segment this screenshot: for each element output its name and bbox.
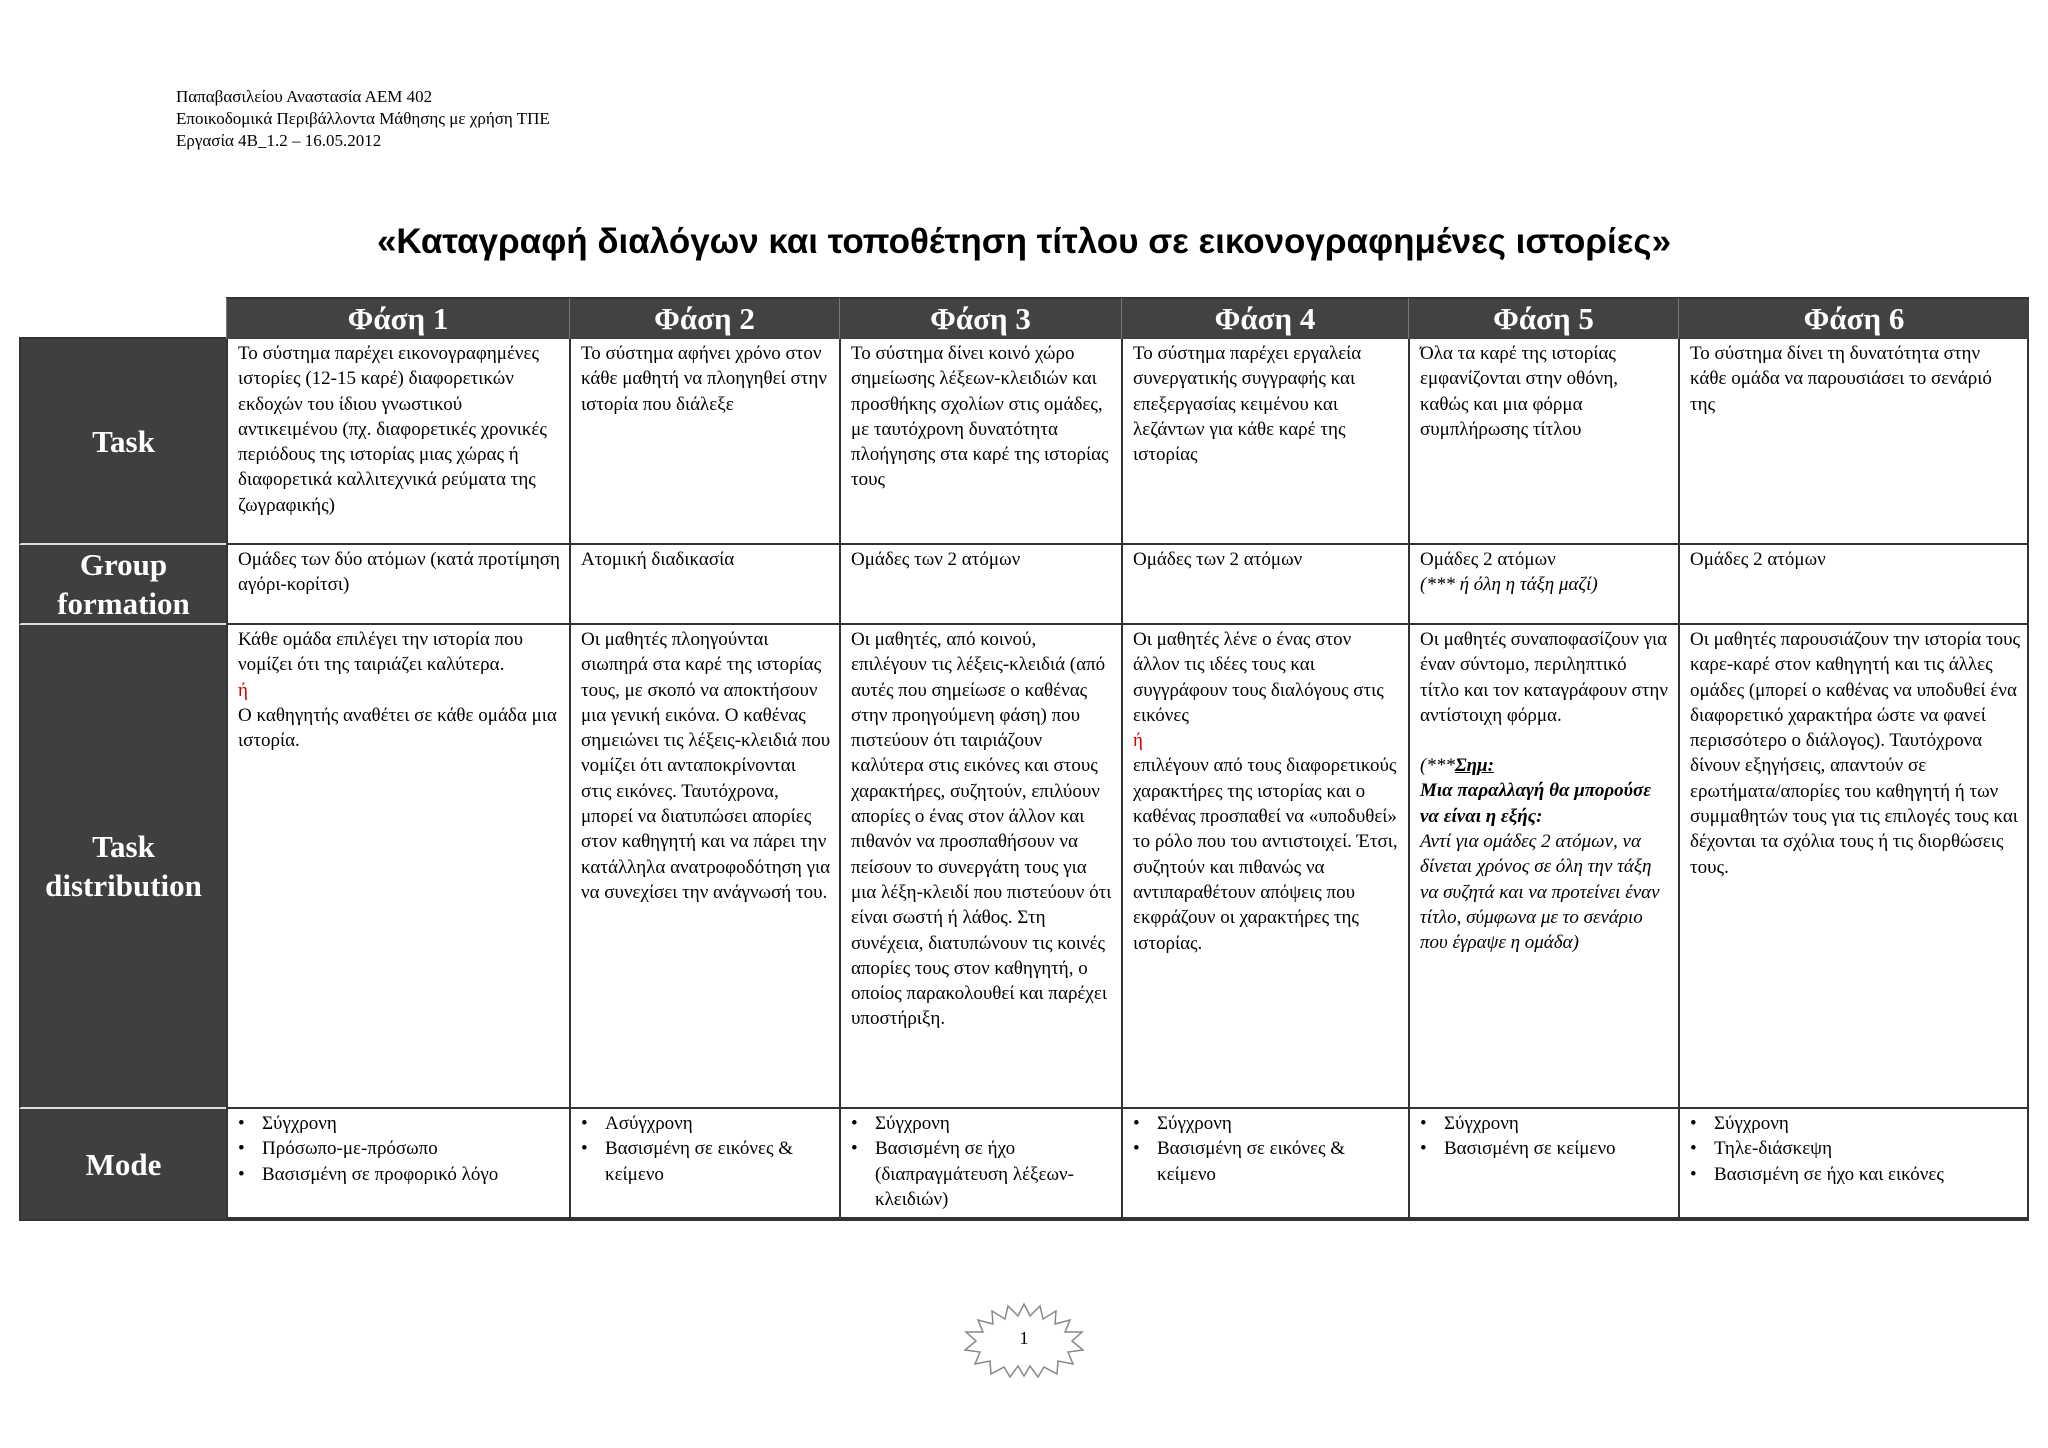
course-line: Εποικοδομικά Περιβάλλοντα Μάθησης με χρήση ΤΠΕ [176,109,550,128]
table-corner [19,297,226,339]
task-cell-5: Όλα τα καρέ της ιστορίας εμφανίζονται στην οθόνη, καθώς και μια φόρμα συμπλήρωσης τίτλου [1408,339,1678,545]
distribution-5-variant: Μια παραλλαγή θα μπορούσε να είναι η εξής: [1420,780,1651,827]
list-item: • Ασύγχρονη [571,1111,831,1136]
phases-table [19,297,2029,1221]
distribution-4-option-b: επιλέγουν από τους διαφορετικούς χαρακτήρες της ιστορίας και ο καθένας προσπαθεί να «υποδυθεί» το ρόλο που του αντιστοιχεί. Έτσι, συζητούν και πιθανώς να αντιπαραθέτουν απόψεις που εκφράζουν οι χαρακτήρες της ιστορίας. [1133,755,1398,954]
distribution-cell-1 [226,625,569,1109]
distribution-5-text: Οι μαθητές συναποφασίζουν για έναν σύντομο, περιληπτικό τίτλο και τον καταγράφουν στην αντίστοιχη φόρμα. [1420,629,1668,726]
group-cell-3: Ομάδες των 2 ατόμων [839,545,1121,625]
author-line: Παπαβασιλείου Αναστασία ΑΕΜ 402 [176,87,433,106]
list-item: • Σύγχρονη [1680,1111,2021,1136]
distribution-cell-2: Οι μαθητές πλοηγούνται σιωπηρά στα καρέ της ιστορίας τους, με σκοπό να αποκτήσουν μια γενική εικόνα. Ο καθένας σημειώνει τις λέξεις-κλειδιά που νομίζει ότι ανταποκρίνονται στις εικόνες. Ταυτόχρονα, μπορεί να διατυπώσει απορίες στον καθηγητή και να πάρει την κατάλληλα ανατροφοδότηση για να συνεχίσει την ανάγνωσή του. [569,625,839,1109]
distribution-5-note [1420,753,1670,778]
distribution-cell-4 [1121,625,1408,1109]
page-number-badge [962,1302,1086,1378]
distribution-cell-5 [1408,625,1678,1109]
distribution-4-or: ή [1133,730,1143,752]
group-cell-6: Ομάδες 2 ατόμων [1678,545,2029,625]
mode-cell-4 [1121,1109,1408,1219]
list-item: • Πρόσωπο-με-πρόσωπο [228,1136,561,1161]
page-number: 1 [1019,1328,1029,1348]
task-cell-1: Το σύστημα παρέχει εικονογραφημένες ιστορίες (12-15 καρέ) διαφορετικών εκδοχών του ίδιου γνωστικού αντικειμένου (πχ. διαφορετικές χρονικές περιόδους της ιστορίας μιας χώρας ή διαφορετικά καλλιτεχνικά ρεύματα της ζωγραφικής) [226,339,569,545]
list-item: • Βασισμένη σε ήχο και εικόνες [1680,1162,2021,1187]
row-header-task: Task [19,339,226,545]
note-label: Σημ: [1454,755,1494,777]
mode-cell-3 [839,1109,1121,1219]
row-header-task-distribution [19,625,226,1109]
document-header [176,86,550,152]
phase-header-1: Φάση 1 [226,297,569,339]
distribution-5-variant-text: Αντί για ομάδες 2 ατόμων, να δίνεται χρόνος σε όλη την τάξη να συζητά και να προτείνει έναν τίτλο, σύμφωνα με το σενάριο που έγραψε η ομάδα) [1420,831,1660,954]
row-header-group-line2: formation [57,586,190,621]
assignment-line: Εργασία 4Β_1.2 – 16.05.2012 [176,131,382,150]
distribution-cell-6: Οι μαθητές παρουσιάζουν την ιστορία τους καρε-καρέ στον καθηγητή και τις άλλες ομάδες (μπορεί ο καθένας να υποδυθεί ένα διαφορετικό χαρακτήρα ώστε να φανεί περισσότερο ο διάλογος). Ταυτόχρονα δίνουν εξηγήσεις, απαντούν σε ερωτήματα/απορίες του καθηγητή ή των συμμαθητών τους για τις επιλογές τους και δέχονται τα σχόλια τους ή τις διορθώσεις τους. [1678,625,2029,1109]
list-item: • Τηλε-διάσκεψη [1680,1136,2021,1161]
task-cell-2: Το σύστημα αφήνει χρόνο στον κάθε μαθητή να πλοηγηθεί στην ιστορία που διάλεξε [569,339,839,545]
row-header-group-formation [19,545,226,625]
mode-cell-1 [226,1109,569,1219]
list-item: • Βασισμένη σε εικόνες & κείμενο [1123,1136,1400,1187]
row-header-distribution-line1: Task [92,829,155,864]
group-cell-1: Ομάδες των δύο ατόμων (κατά προτίμηση αγόρι-κορίτσι) [226,545,569,625]
group-cell-5-note: (*** ή όλη η τάξη μαζί) [1420,574,1598,596]
phase-header-3: Φάση 3 [839,297,1121,339]
group-cell-2: Ατομική διαδικασία [569,545,839,625]
list-item: • Σύγχρονη [1123,1111,1400,1136]
task-cell-4: Το σύστημα παρέχει εργαλεία συνεργατικής συγγραφής και επεξεργασίας κειμένου και λεζάντων για κάθε καρέ της ιστορίας [1121,339,1408,545]
mode-cell-5 [1408,1109,1678,1219]
phase-header-6: Φάση 6 [1678,297,2029,339]
list-item: • Σύγχρονη [228,1111,561,1136]
phase-header-2: Φάση 2 [569,297,839,339]
mode-cell-2 [569,1109,839,1219]
phase-header-5: Φάση 5 [1408,297,1678,339]
row-header-distribution-line2: distribution [45,868,202,903]
list-item: • Σύγχρονη [1410,1111,1670,1136]
row-header-group-line1: Group [79,547,168,582]
phase-header-4: Φάση 4 [1121,297,1408,339]
group-cell-5-text: Ομάδες 2 ατόμων [1420,549,1556,570]
distribution-cell-3: Οι μαθητές, από κοινού, επιλέγουν τις λέξεις-κλειδιά (από αυτές που σημείωσε ο καθένας στην προηγούμενη φάση) που πιστεύουν ότι ταιριάζουν καλύτερα στις εικόνες και στους χαρακτήρες, συζητούν, επιλύουν απορίες ο ένας στον άλλον και πιθανόν να προσπαθήσουν να πείσουν το συνεργάτη τους για μια λέξη-κλειδί που πιστεύουν ότι είναι σωστή ή λάθος. Στη συνέχεια, διατυπώνουν τις κοινές απορίες τους στον καθηγητή, ο οποίος παρακολουθεί και παρέχει υποστήριξη. [839,625,1121,1109]
group-cell-4: Ομάδες των 2 ατόμων [1121,545,1408,625]
list-item: • Σύγχρονη [841,1111,1113,1136]
page-title: «Καταγραφή διαλόγων και τοποθέτηση τίτλου σε εικονογραφημένες ιστορίες» [376,222,1672,261]
distribution-1-option-b: Ο καθηγητής αναθέτει σε κάθε ομάδα μια ιστορία. [238,704,557,752]
task-cell-6: Το σύστημα δίνει τη δυνατότητα στην κάθε ομάδα να παρουσιάσει το σενάριό της [1678,339,2029,545]
distribution-4-option-a: Οι μαθητές λένε ο ένας στον άλλον τις ιδέες τους και συγγράφουν τους διαλόγους στις εικόνες [1133,629,1384,726]
distribution-1-or: ή [238,679,248,701]
mode-cell-6 [1678,1109,2029,1219]
list-item: • Βασισμένη σε ήχο (διαπραγμάτευση λέξεων-κλειδιών) [841,1136,1113,1212]
list-item: • Βασισμένη σε κείμενο [1410,1136,1670,1161]
note-prefix: (*** [1420,755,1455,777]
group-cell-5 [1408,545,1678,625]
list-item: • Βασισμένη σε προφορικό λόγο [228,1162,561,1187]
distribution-1-option-a: Κάθε ομάδα επιλέγει την ιστορία που νομίζει ότι της ταιριάζει καλύτερα. [238,629,524,676]
distribution-5-spacer [1420,728,1670,753]
row-header-mode: Mode [19,1109,226,1219]
list-item: • Βασισμένη σε εικόνες & κείμενο [571,1136,831,1187]
task-cell-3: Το σύστημα δίνει κοινό χώρο σημείωσης λέξεων-κλειδιών και προσθήκης σχολίων στις ομάδες, με ταυτόχρονη δυνατότητα πλοήγησης στα καρέ της ιστορίας τους [839,339,1121,545]
